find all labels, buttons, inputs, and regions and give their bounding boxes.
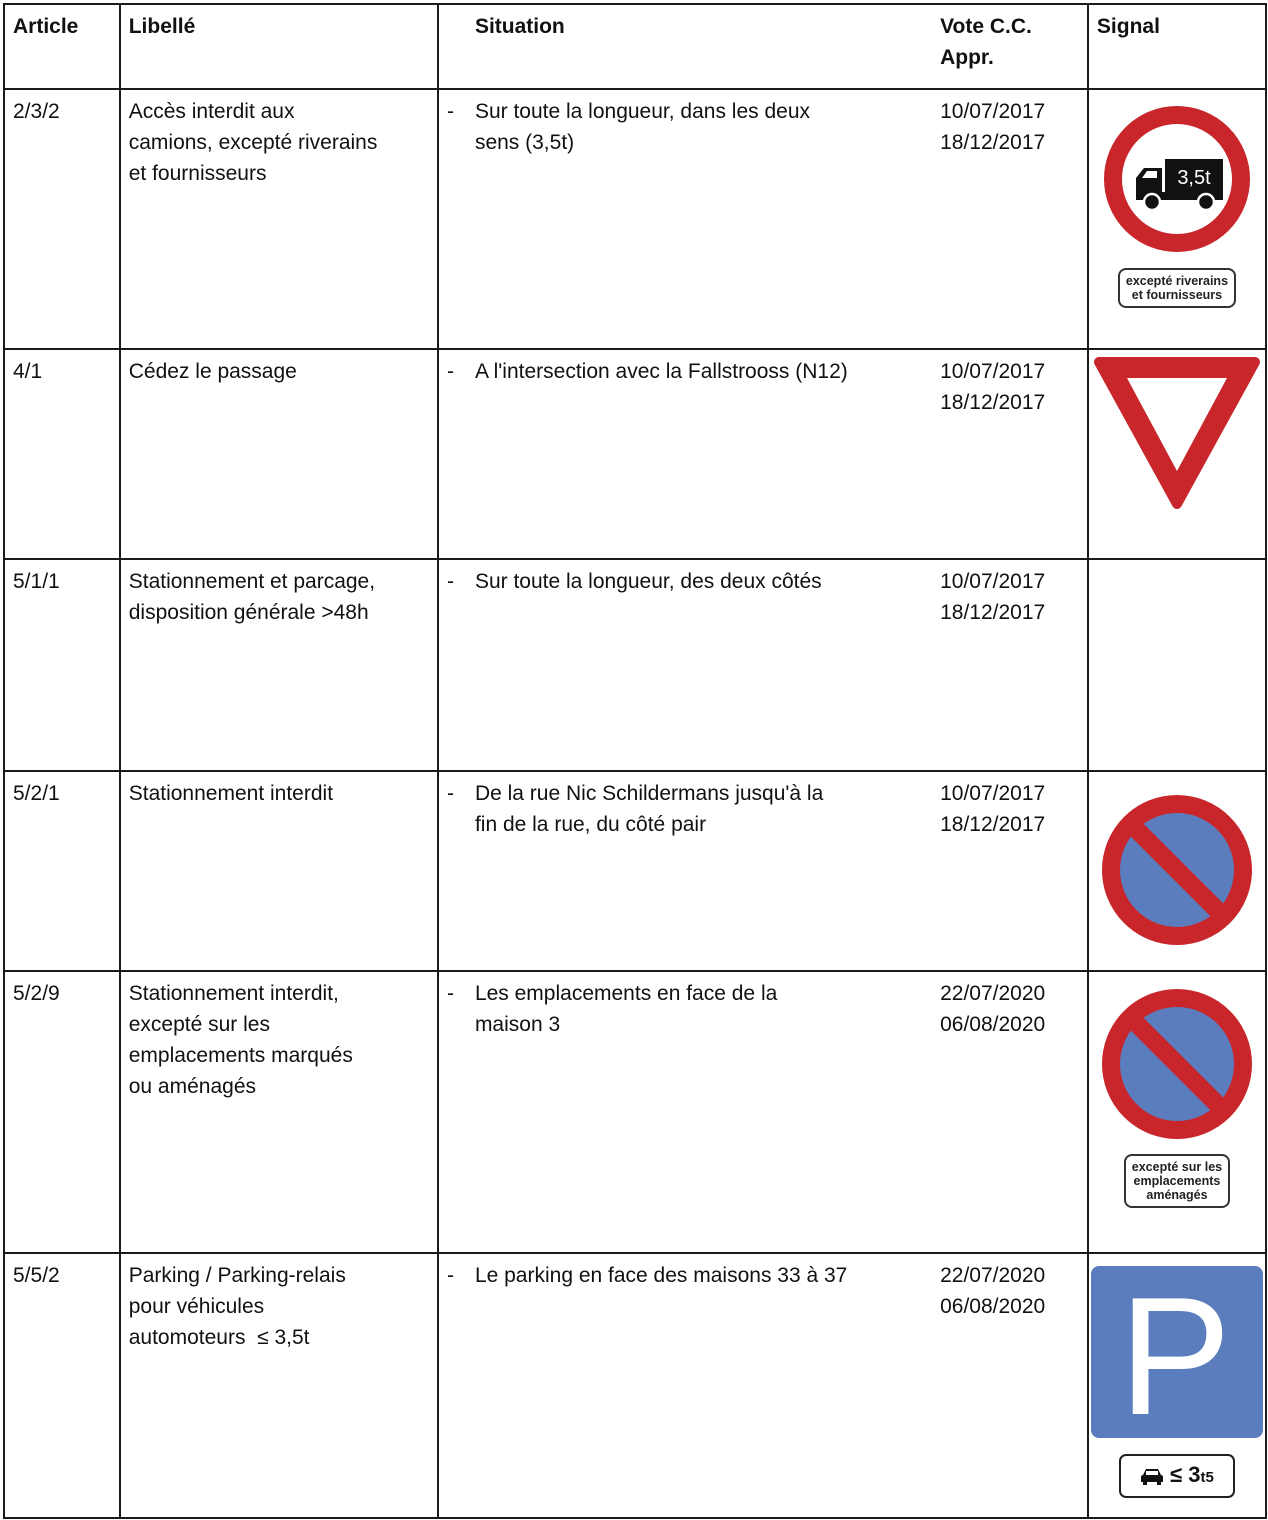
libelle-line: ou aménagés (128, 1075, 256, 1098)
situation-line: Les emplacements en face de la (474, 982, 778, 1005)
libelle-line: Cédez le passage (128, 360, 297, 383)
cell-situation (467, 559, 932, 771)
libelle-line: disposition générale >48h (128, 601, 369, 624)
appr-date: 18/12/2017 (940, 813, 1046, 836)
cell-libelle (120, 771, 438, 971)
libelle-line: emplacements marqués (128, 1044, 353, 1067)
libelle-line: et fournisseurs (128, 162, 267, 185)
vote-date: 22/07/2020 (940, 982, 1046, 1005)
libelle-line: pour véhicules (128, 1295, 265, 1318)
header-situation: Situation (467, 4, 932, 89)
regulation-table (3, 3, 1267, 1519)
header-row (4, 4, 1266, 89)
weight-value: ≤ 3 (1170, 1462, 1201, 1487)
table-row (4, 1253, 1266, 1518)
cell-signal (1088, 771, 1266, 971)
cell-vote (932, 1253, 1088, 1518)
vote-date: 10/07/2017 (940, 360, 1046, 383)
libelle-line: Stationnement et parcage, (128, 570, 376, 593)
cell-libelle (120, 349, 438, 559)
cell-situation (467, 349, 932, 559)
cell-vote (932, 771, 1088, 971)
panel-line: et fournisseurs (1131, 288, 1223, 302)
header-vote-line1: Vote C.C. (940, 15, 1032, 38)
weight-unit: t (1200, 1469, 1206, 1486)
libelle-line: Accès interdit aux (128, 100, 295, 123)
cell-article: 4/1 (4, 349, 120, 559)
situation-line: A l'intersection avec la Fallstrooss (N12) (474, 360, 848, 383)
no-trucks-sign (1102, 104, 1252, 254)
panel-line: excepté sur les (1131, 1160, 1223, 1174)
vote-date: 10/07/2017 (940, 570, 1046, 593)
table-row (4, 971, 1266, 1253)
panel-line: emplacements (1133, 1174, 1221, 1188)
libelle-line: camions, excepté riverains (128, 131, 378, 154)
weight-decimal: 5 (1205, 1469, 1214, 1486)
libelle-line: automoteurs ≤ 3,5t (128, 1326, 310, 1349)
cell-situation (467, 771, 932, 971)
cell-article: 5/1/1 (4, 559, 120, 771)
table-row (4, 771, 1266, 971)
vote-date: 10/07/2017 (940, 782, 1046, 805)
table-row (4, 349, 1266, 559)
car-icon (1140, 1466, 1164, 1486)
cell-dash: - (438, 1253, 467, 1518)
cell-dash: - (438, 971, 467, 1253)
situation-line: Le parking en face des maisons 33 à 37 (474, 1264, 848, 1287)
parking-sign (1089, 1264, 1265, 1440)
header-article: Article (4, 4, 120, 89)
weight-panel (1119, 1454, 1235, 1498)
cell-article: 5/2/9 (4, 971, 120, 1253)
panel-line: aménagés (1146, 1188, 1208, 1202)
cell-signal (1088, 971, 1266, 1253)
cell-signal (1088, 559, 1266, 771)
cell-situation (467, 1253, 932, 1518)
cell-libelle (120, 559, 438, 771)
table-row (4, 89, 1266, 349)
truck-weight-label: 3,5t (1177, 167, 1211, 189)
appr-date: 06/08/2020 (940, 1295, 1046, 1318)
cell-signal (1088, 1253, 1266, 1518)
cell-dash: - (438, 349, 467, 559)
cell-vote (932, 559, 1088, 771)
header-vote (932, 4, 1088, 89)
vote-date: 10/07/2017 (940, 100, 1046, 123)
cell-article: 2/3/2 (4, 89, 120, 349)
cell-situation (467, 971, 932, 1253)
cell-libelle (120, 89, 438, 349)
appr-date: 18/12/2017 (940, 601, 1046, 624)
appr-date: 06/08/2020 (940, 1013, 1046, 1036)
situation-line: De la rue Nic Schildermans jusqu'à la (474, 782, 824, 805)
cell-vote (932, 971, 1088, 1253)
situation-line: fin de la rue, du côté pair (474, 813, 707, 836)
cell-article: 5/5/2 (4, 1253, 120, 1518)
appr-date: 18/12/2017 (940, 391, 1046, 414)
situation-line: maison 3 (474, 1013, 561, 1036)
libelle-line: Stationnement interdit, (128, 982, 339, 1005)
additional-panel (1124, 1154, 1230, 1208)
no-parking-sign (1099, 792, 1255, 948)
cell-dash: - (438, 89, 467, 349)
header-signal: Signal (1088, 4, 1266, 89)
cell-signal (1088, 89, 1266, 349)
additional-panel (1118, 268, 1236, 308)
situation-line: Sur toute la longueur, des deux côtés (474, 570, 822, 593)
situation-line: sens (3,5t) (474, 131, 575, 154)
weight-label (1170, 1459, 1214, 1493)
header-libelle: Libellé (120, 4, 438, 89)
situation-line: Sur toute la longueur, dans les deux (474, 100, 811, 123)
header-dash-spacer (438, 4, 467, 89)
cell-libelle (120, 1253, 438, 1518)
libelle-line: excepté sur les (128, 1013, 270, 1036)
vote-date: 22/07/2020 (940, 1264, 1046, 1287)
cell-libelle (120, 971, 438, 1253)
cell-article: 5/2/1 (4, 771, 120, 971)
parking-letter: P (1118, 1264, 1231, 1440)
cell-dash: - (438, 559, 467, 771)
cell-dash: - (438, 771, 467, 971)
table-row (4, 559, 1266, 771)
cell-vote (932, 89, 1088, 349)
appr-date: 18/12/2017 (940, 131, 1046, 154)
yield-sign (1088, 354, 1266, 519)
libelle-line: Stationnement interdit (128, 782, 334, 805)
cell-signal (1088, 349, 1266, 559)
panel-line: excepté riverains (1125, 274, 1229, 288)
no-parking-sign (1099, 986, 1255, 1142)
cell-vote (932, 349, 1088, 559)
libelle-line: Parking / Parking-relais (128, 1264, 346, 1287)
header-vote-line2: Appr. (940, 46, 994, 69)
cell-situation (467, 89, 932, 349)
